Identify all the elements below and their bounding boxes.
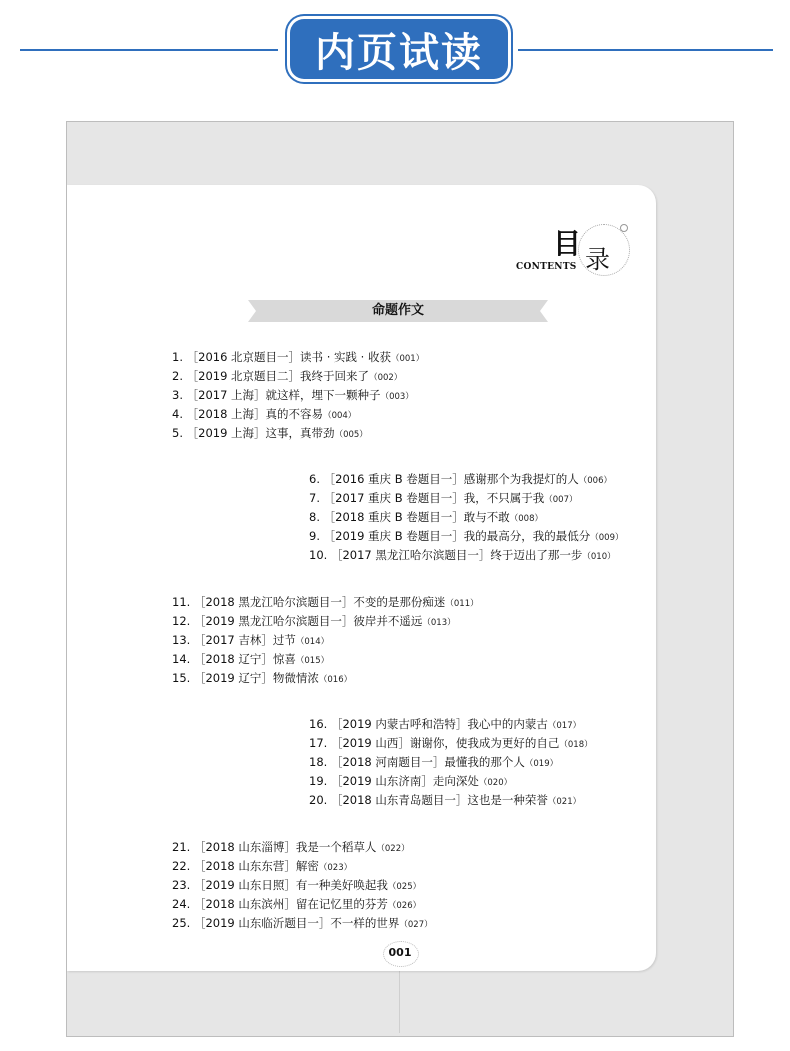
toc-entry-title: 23. ［2019 山东日照］有一种美好唤起我 xyxy=(172,878,388,892)
toc-entry-page: （007） xyxy=(544,495,578,505)
toc-entry-page: （008） xyxy=(509,514,543,524)
toc-entry-page: （009） xyxy=(590,533,624,543)
toc-entry-page: （027） xyxy=(399,920,433,930)
toc-entry-title: 19. ［2019 山东济南］走向深处 xyxy=(309,774,479,788)
decor-dot xyxy=(620,224,628,232)
page-number: 001 xyxy=(388,946,412,959)
header-rule-left xyxy=(20,49,278,51)
toc-entry xyxy=(172,406,356,423)
toc-entry xyxy=(309,509,543,526)
toc-entry-title: 13. ［2017 吉林］过节 xyxy=(172,633,296,647)
toc-entry-title: 7. ［2017 重庆 B 卷题目一］我，不只属于我 xyxy=(309,491,545,505)
toc-entry xyxy=(172,613,456,630)
section-banner xyxy=(248,300,548,322)
toc-entry-title: 16. ［2019 内蒙古呼和浩特］我心中的内蒙古 xyxy=(309,717,548,731)
toc-entry xyxy=(172,368,402,385)
toc-entry-title: 1. ［2016 北京题目一］读书 · 实践 · 收获 xyxy=(172,350,391,364)
toc-entry-page: （004） xyxy=(323,411,357,421)
toc-entry-title: 11. ［2018 黑龙江哈尔滨题目一］不变的是那份痴迷 xyxy=(172,595,446,609)
toc-entry xyxy=(172,877,421,894)
toc-entry-title: 25. ［2019 山东临沂题目一］不一样的世界 xyxy=(172,916,400,930)
toc-entry-page: （014） xyxy=(295,637,330,647)
toc-entry xyxy=(172,651,329,668)
toc-entry-page: （015） xyxy=(295,656,330,666)
toc-entry-page: （023） xyxy=(318,863,353,873)
toc-entry-page: （018） xyxy=(559,740,593,750)
contents-title-2: 录 xyxy=(585,245,611,274)
page-fold xyxy=(399,968,400,1033)
toc-entry-title: 2. ［2019 北京题目二］我终于回来了 xyxy=(172,369,370,383)
toc-entry-title: 15. ［2019 辽宁］物微情浓 xyxy=(172,671,319,685)
toc-entry xyxy=(172,858,352,875)
toc-entry xyxy=(172,632,329,649)
toc-entry-title: 17. ［2019 山西］谢谢你，使我成为更好的自己 xyxy=(309,736,560,750)
toc-entry-page: （013） xyxy=(422,618,456,628)
toc-entry-title: 18. ［2018 河南题目一］最懂我的那个人 xyxy=(309,755,525,769)
toc-entry-page: （005） xyxy=(334,430,368,440)
section-title: 命题作文 xyxy=(371,303,424,318)
toc-entry-page: （002） xyxy=(369,373,403,383)
toc-entry xyxy=(172,839,410,856)
toc-entry-title: 9. ［2019 重庆 B 卷题目一］我的最高分，我的最低分 xyxy=(309,529,591,543)
toc-entry xyxy=(309,735,593,752)
toc-entry xyxy=(172,670,352,687)
toc-entry-title: 10. ［2017 黑龙江哈尔滨题目一］终于迈出了那一步 xyxy=(309,548,583,562)
toc-entry xyxy=(172,425,368,442)
toc-entry xyxy=(172,387,414,404)
toc-entry-page: （025） xyxy=(387,882,422,892)
toc-entry-page: （016） xyxy=(318,675,353,685)
toc-entry-title: 3. ［2017 上海］就这样，埋下一颗种子 xyxy=(172,388,381,402)
toc-entry xyxy=(172,896,421,913)
toc-entry xyxy=(309,471,612,488)
toc-entry-page: （017） xyxy=(547,721,582,731)
toc-entry-title: 14. ［2018 辽宁］惊喜 xyxy=(172,652,296,666)
contents-title-1: 目 xyxy=(553,227,582,260)
header-title: 内页试读 xyxy=(315,29,483,76)
toc-entry-page: （022） xyxy=(376,844,410,854)
toc-entry xyxy=(309,716,581,733)
contents-subtitle: CONTENTS xyxy=(516,262,577,272)
toc-entry-page: （019） xyxy=(524,759,559,769)
toc-entry-title: 5. ［2019 上海］这事，真带劲 xyxy=(172,426,335,440)
toc-entry xyxy=(172,915,433,932)
toc-entry-page: （011） xyxy=(445,599,479,609)
toc-entry-page: （020） xyxy=(478,778,513,788)
toc-entry xyxy=(309,792,581,809)
toc-entry-title: 22. ［2018 山东东营］解密 xyxy=(172,859,319,873)
toc-entry-title: 8. ［2018 重庆 B 卷题目一］敢与不敢 xyxy=(309,510,510,524)
toc-entry-page: （001） xyxy=(390,354,425,364)
toc-entry-page: （010） xyxy=(582,552,616,562)
toc-entry xyxy=(309,490,577,507)
toc-entry-page: （021） xyxy=(547,797,582,807)
header-rule-right xyxy=(518,49,773,51)
toc-entry-page: （006） xyxy=(578,476,612,486)
header-badge xyxy=(290,19,508,79)
toc-entry-title: 21. ［2018 山东淄博］我是一个稻草人 xyxy=(172,840,377,854)
toc-entry xyxy=(309,547,616,564)
toc-entry-title: 12. ［2019 黑龙江哈尔滨题目一］彼岸并不遥远 xyxy=(172,614,423,628)
toc-entry-title: 24. ［2018 山东滨州］留在记忆里的芬芳 xyxy=(172,897,388,911)
toc-entry xyxy=(172,349,424,366)
toc-entry-page: （003） xyxy=(380,392,414,402)
toc-entry xyxy=(309,773,512,790)
toc-entry-page: （026） xyxy=(387,901,422,911)
toc-entry xyxy=(172,594,479,611)
toc-entry xyxy=(309,754,558,771)
toc-entry-title: 20. ［2018 山东青岛题目一］这也是一种荣誉 xyxy=(309,793,548,807)
toc-entry xyxy=(309,528,623,545)
toc-entry-title: 6. ［2016 重庆 B 卷题目一］感谢那个为我提灯的人 xyxy=(309,472,579,486)
toc-entry-title: 4. ［2018 上海］真的不容易 xyxy=(172,407,324,421)
